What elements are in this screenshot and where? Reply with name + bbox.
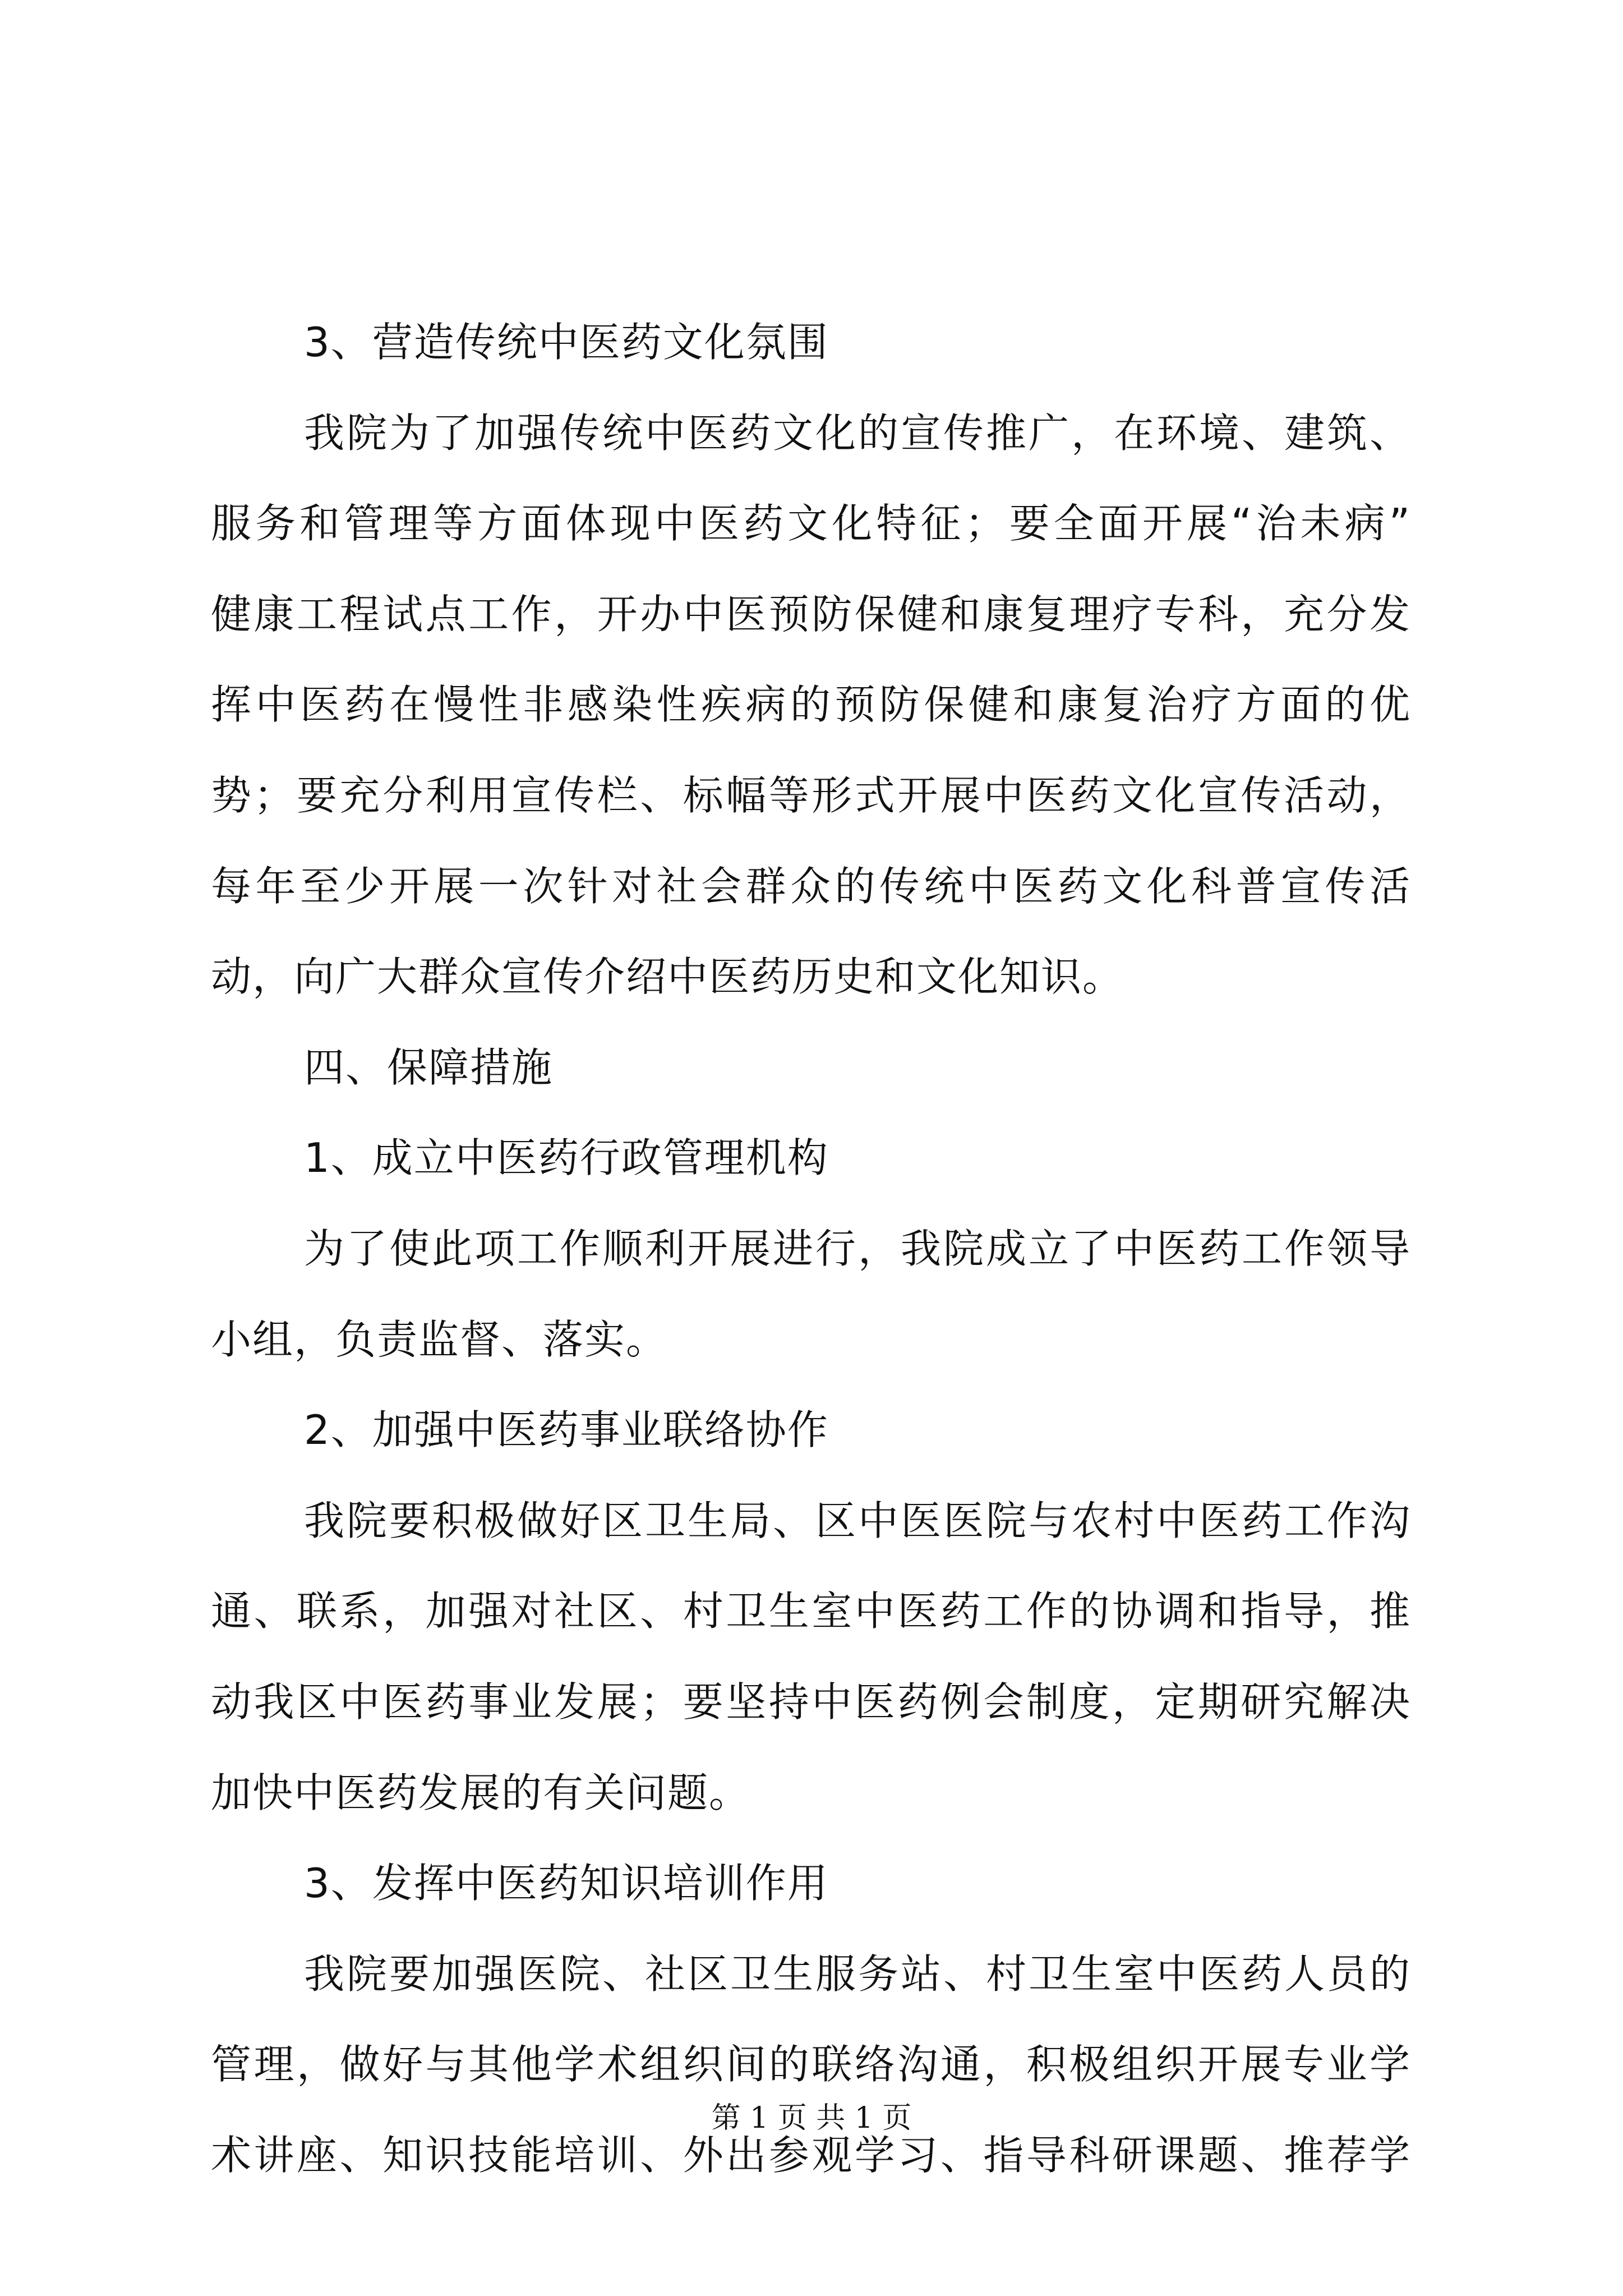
text-line: 每年至少开展一次针对社会群众的传统中医药文化科普宣传活	[211, 862, 1411, 910]
text-line: 加快中医药发展的有关问题。	[211, 1769, 751, 1816]
document-body	[211, 297, 1411, 2201]
text-line: 小组，负责监督、落实。	[211, 1315, 668, 1363]
text-line: 势；要充分利用宣传栏、标幅等形式开展中医药文化宣传活动，	[211, 771, 1411, 819]
text-line: 1、成立中医药行政管理机构	[304, 1134, 829, 1182]
text-line: 2、加强中医药事业联络协作	[304, 1406, 829, 1454]
text-line: 3、营造传统中医药文化氛围	[304, 319, 829, 366]
text-line: 挥中医药在慢性非感染性疾病的预防保健和康复治疗方面的优	[211, 681, 1411, 729]
text-line: 动，向广大群众宣传介绍中医药历史和文化知识。	[211, 953, 1124, 1001]
text-line: 四、保障措施	[304, 1043, 554, 1091]
text-line: 3、发挥中医药知识培训作用	[304, 1860, 829, 1907]
text-line: 我院要加强医院、社区卫生服务站、村卫生室中医药人员的	[304, 1950, 1411, 1998]
text-line: 为了使此项工作顺利开展进行，我院成立了中医药工作领导	[304, 1225, 1411, 1272]
text-line: 通、联系，加强对社区、村卫生室中医药工作的协调和指导，推	[211, 1588, 1411, 1635]
text-line: 服务和管理等方面体现中医药文化特征；要全面开展“治未病”	[211, 500, 1411, 547]
text-line: 术讲座、知识技能培训、外出参观学习、指导科研课题、推荐学	[211, 2131, 1411, 2179]
page-footer: 第 1 页 共 1 页	[711, 2101, 912, 2135]
text-line: 我院要积极做好区卫生局、区中医医院与农村中医药工作沟	[304, 1497, 1411, 1544]
text-line: 我院为了加强传统中医药文化的宣传推广，在环境、建筑、	[304, 409, 1411, 457]
text-line: 健康工程试点工作，开办中医预防保健和康复理疗专科，充分发	[211, 590, 1411, 638]
text-line: 管理，做好与其他学术组织间的联络沟通，积极组织开展专业学	[211, 2041, 1411, 2088]
text-line: 动我区中医药事业发展；要坚持中医药例会制度，定期研究解决	[211, 1678, 1411, 1726]
